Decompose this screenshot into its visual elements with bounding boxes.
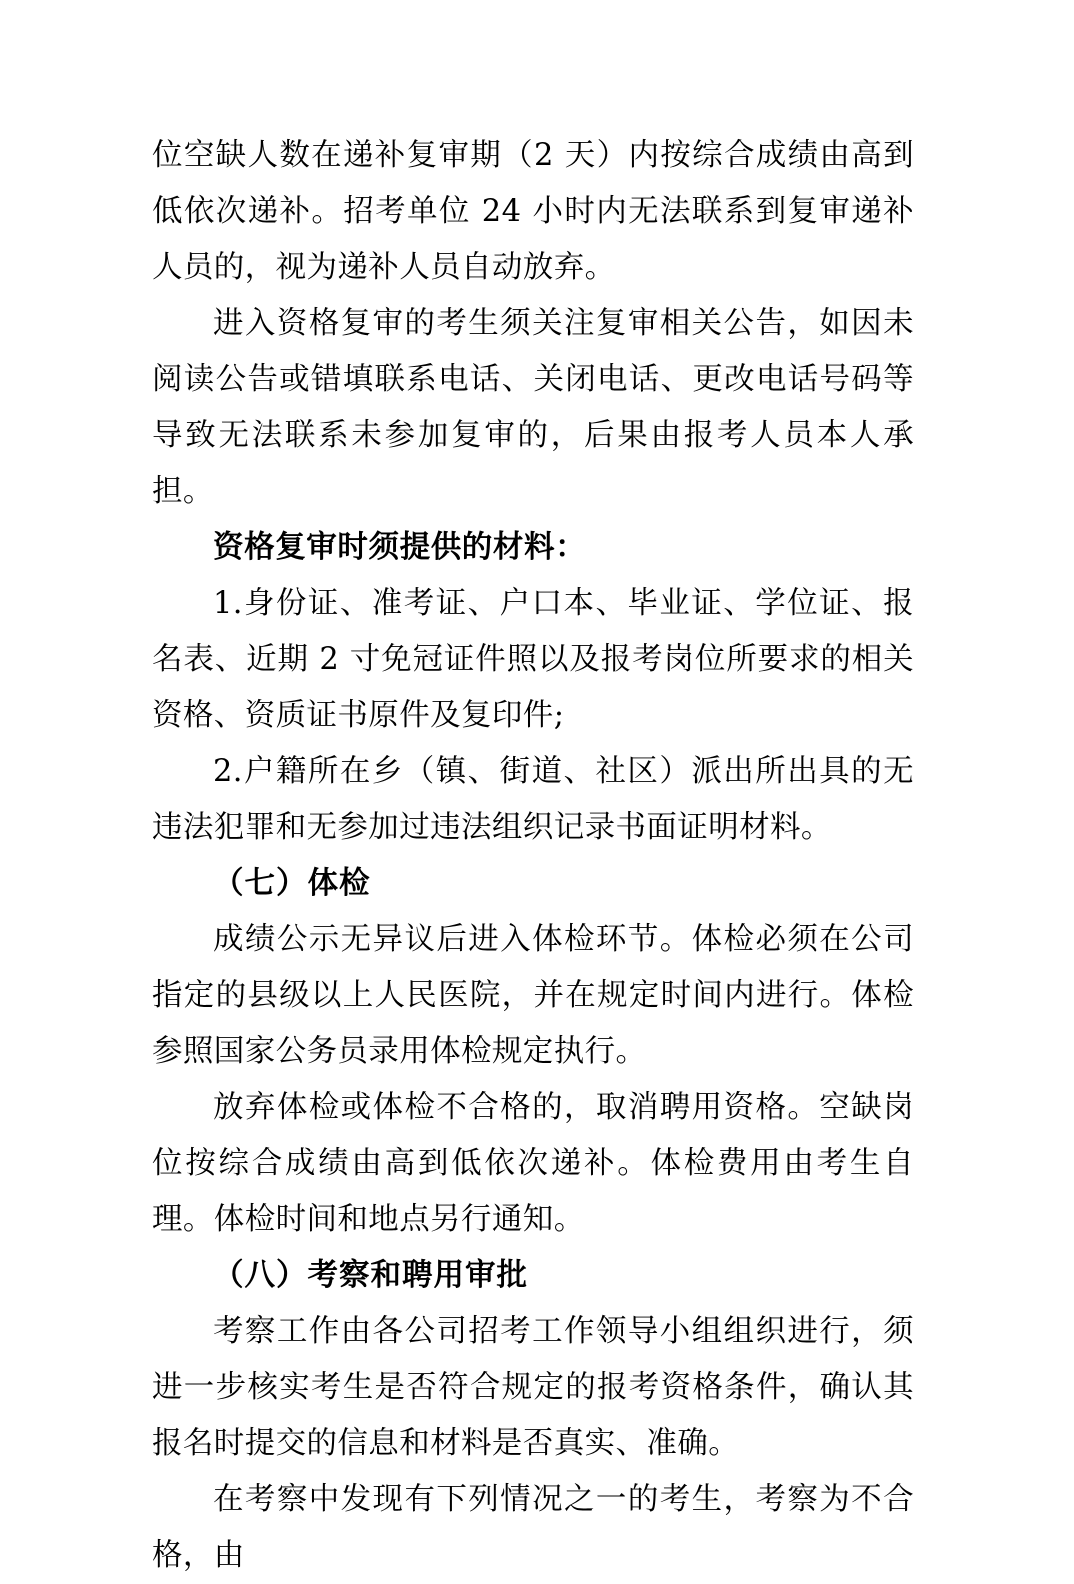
- paragraph-physical-exam-waiver: 放弃体检或体检不合格的，取消聘用资格。空缺岗位按综合成绩由高到低依次递补。体检费用由考生自理。体检时间和地点另行通知。: [152, 1090, 914, 1237]
- paragraph-candidate-notice: 进入资格复审的考生须关注复审相关公告，如因未阅读公告或错填联系电话、关闭电话、更改电话号码等导致无法联系未参加复审的，后果由报考人员本人承担。: [152, 306, 914, 509]
- paragraph-inspection-process: 考察工作由各公司招考工作领导小组组织进行，须进一步核实考生是否符合规定的报考资格条件，确认其报名时提交的信息和材料是否真实、准确。: [152, 1314, 914, 1461]
- paragraph-physical-exam-arrangement: 成绩公示无异议后进入体检环节。体检必须在公司指定的县级以上人民医院，并在规定时间内进行。体检参照国家公务员录用体检规定执行。: [152, 922, 914, 1069]
- heading-section-eight-inspection-approval: （八）考察和聘用审批: [213, 1258, 528, 1293]
- paragraph-supplement-rules: 位空缺人数在递补复审期（2 天）内按综合成绩由高到低依次递补。招考单位 24 小时内无法联系到复审递补人员的，视为递补人员自动放弃。: [152, 138, 914, 285]
- paragraph-inspection-disqualify: 在考察中发现有下列情况之一的考生，考察为不合格，由: [152, 1482, 914, 1573]
- paragraph-material-item-2: 2.户籍所在乡（镇、街道、社区）派出所出具的无违法犯罪和无参加过违法组织记录书面证明材料。: [152, 754, 914, 845]
- document-body: [152, 128, 914, 1584]
- paragraph-material-item-1: 1.身份证、准考证、户口本、毕业证、学位证、报名表、近期 2 寸免冠证件照以及报考岗位所要求的相关资格、资质证书原件及复印件;: [152, 586, 914, 733]
- subheading-review-materials: 资格复审时须提供的材料：: [213, 530, 587, 565]
- heading-section-seven-physical-exam: （七）体检: [213, 866, 371, 901]
